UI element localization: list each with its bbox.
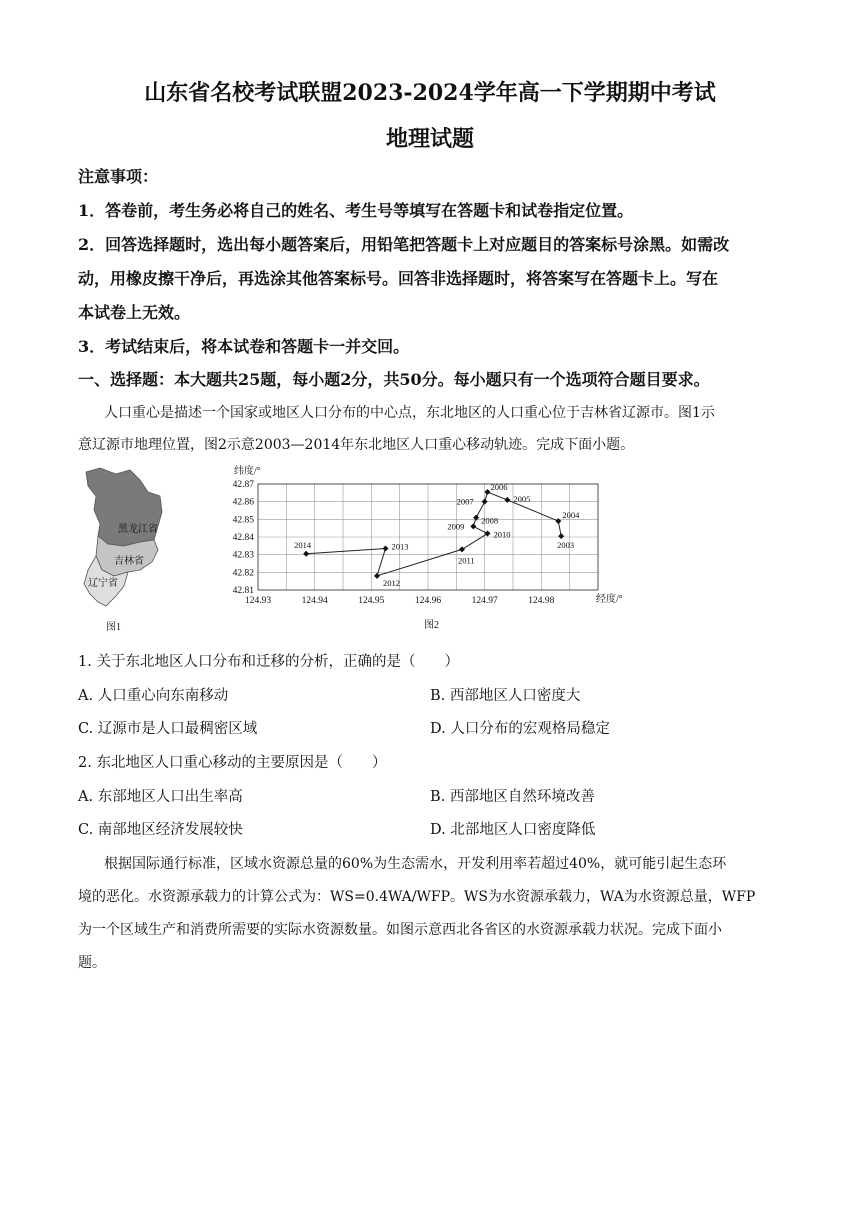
y-tick-label: 42.87 [232, 480, 254, 490]
chart-xlabel: 经度/° [596, 594, 623, 605]
notice-heading: 注意事项： [78, 167, 159, 186]
point-year-label: 2008 [481, 515, 499, 526]
notice-item-1: 1．答卷前，考生务必将自己的姓名、考生号等填写在答题卡和试卷指定位置。 [78, 201, 634, 220]
q2-option-a[interactable]: A. 东部地区人口出生率高 [78, 789, 243, 805]
trajectory-point [555, 518, 561, 524]
exam-subtitle: 地理试题 [385, 126, 474, 152]
trajectory-point [374, 573, 380, 579]
passage2-line-3: 为一个区域生产和消费所需要的实际水资源数量。如图示意西北各省区的水资源承载力状况。完成下面小 [78, 922, 722, 938]
point-year-label: 2004 [562, 510, 580, 521]
notice-item-2: 2．回答选择题时，选出每小题答案后，用铅笔把答题卡上对应题目的答案标号涂黑。如需改 [78, 235, 730, 254]
figure1-caption: 图1 [106, 622, 121, 633]
x-tick-label: 124.97 [471, 596, 498, 606]
q1-option-a[interactable]: A. 人口重心向东南移动 [78, 688, 229, 704]
passage2-line-4: 题。 [78, 955, 106, 971]
trajectory-point [504, 497, 510, 503]
notice-item-2-end: 本试卷上无效。 [78, 303, 191, 322]
label-liaoning: 辽宁省 [88, 578, 118, 589]
chart-ylabel: 纬度/° [234, 466, 261, 477]
figure2-caption: 图2 [424, 620, 439, 631]
trajectory-point [482, 499, 488, 505]
figure1-map [78, 466, 198, 636]
point-year-label: 2009 [447, 521, 465, 532]
trajectory-point [485, 530, 491, 536]
x-tick-label: 124.93 [244, 596, 272, 606]
trajectory-point [383, 545, 389, 551]
passage1-line-1: 人口重心是描述一个国家或地区人口分布的中心点，东北地区的人口重心位于吉林省辽源市。图1示 [104, 405, 715, 421]
trajectory-point [459, 546, 465, 552]
passage2-line-1: 根据国际通行标准，区域水资源总量的60%为生态需水，开发利用率若超过40%，就可能引起生态环 [104, 856, 727, 872]
x-tick-label: 124.95 [358, 596, 385, 606]
y-tick-label: 42.85 [232, 515, 254, 526]
y-tick-label: 42.84 [232, 533, 254, 543]
y-tick-label: 42.82 [232, 568, 254, 579]
x-tick-label: 124.94 [301, 596, 328, 606]
x-tick-label: 124.98 [528, 596, 555, 606]
y-tick-label: 42.86 [232, 497, 254, 508]
y-tick-label: 42.83 [232, 550, 254, 561]
q2-option-c[interactable]: C. 南部地区经济发展较快 [78, 822, 243, 838]
section-heading: 一、选择题：本大题共25题，每小题2分，共50分。每小题只有一个选项符合题目要求。 [78, 370, 710, 389]
trajectory-point [470, 523, 476, 529]
point-year-label: 2005 [513, 493, 531, 504]
q2-option-d[interactable]: D. 北部地区人口密度降低 [430, 822, 596, 838]
trajectory-point [303, 551, 309, 557]
point-year-label: 2010 [493, 529, 511, 540]
point-year-label: 2006 [490, 481, 508, 492]
q1-stem: 1. 关于东北地区人口分布和迁移的分析，正确的是（ ） [78, 654, 459, 670]
q1-option-d[interactable]: D. 人口分布的宏观格局稳定 [430, 721, 610, 737]
x-tick-label: 124.96 [414, 596, 442, 606]
label-jilin: 吉林省 [114, 556, 144, 567]
passage1-line-2: 意辽源市地理位置，图2示意2003—2014年东北地区人口重心移动轨迹。完成下面小题。 [78, 437, 635, 453]
exam-title: 山东省名校考试联盟2023-2024学年高一下学期期中考试 [144, 80, 716, 106]
point-year-label: 2003 [557, 540, 575, 551]
trajectory-point [558, 533, 564, 539]
y-tick-label: 42.81 [232, 586, 254, 596]
figure2-chart [210, 462, 650, 638]
passage2-line-2: 境的恶化。水资源承载力的计算公式为：WS=0.4WA/WFP。WS为水资源承载力，WA为水资源总量，WFP [78, 889, 756, 905]
q2-option-b[interactable]: B. 西部地区自然环境改善 [430, 789, 595, 805]
q1-option-b[interactable]: B. 西部地区人口密度大 [430, 688, 581, 704]
q2-stem: 2. 东北地区人口重心移动的主要原因是（ ） [78, 755, 387, 771]
label-heilongjiang: 黑龙江省 [118, 524, 158, 535]
point-year-label: 2011 [458, 555, 475, 566]
point-year-label: 2012 [383, 577, 400, 588]
point-year-label: 2007 [456, 496, 474, 507]
trajectory-line [306, 492, 561, 576]
point-year-label: 2013 [391, 541, 409, 552]
trajectory-point [473, 515, 479, 521]
point-year-label: 2014 [294, 539, 312, 550]
notice-item-3: 3．考试结束后，将本试卷和答题卡一并交回。 [78, 337, 410, 356]
notice-item-2-cont: 动，用橡皮擦干净后，再选涂其他答案标号。回答非选择题时，将答案写在答题卡上。写在 [78, 269, 719, 288]
q1-option-c[interactable]: C. 辽源市是人口最稠密区域 [78, 721, 258, 737]
